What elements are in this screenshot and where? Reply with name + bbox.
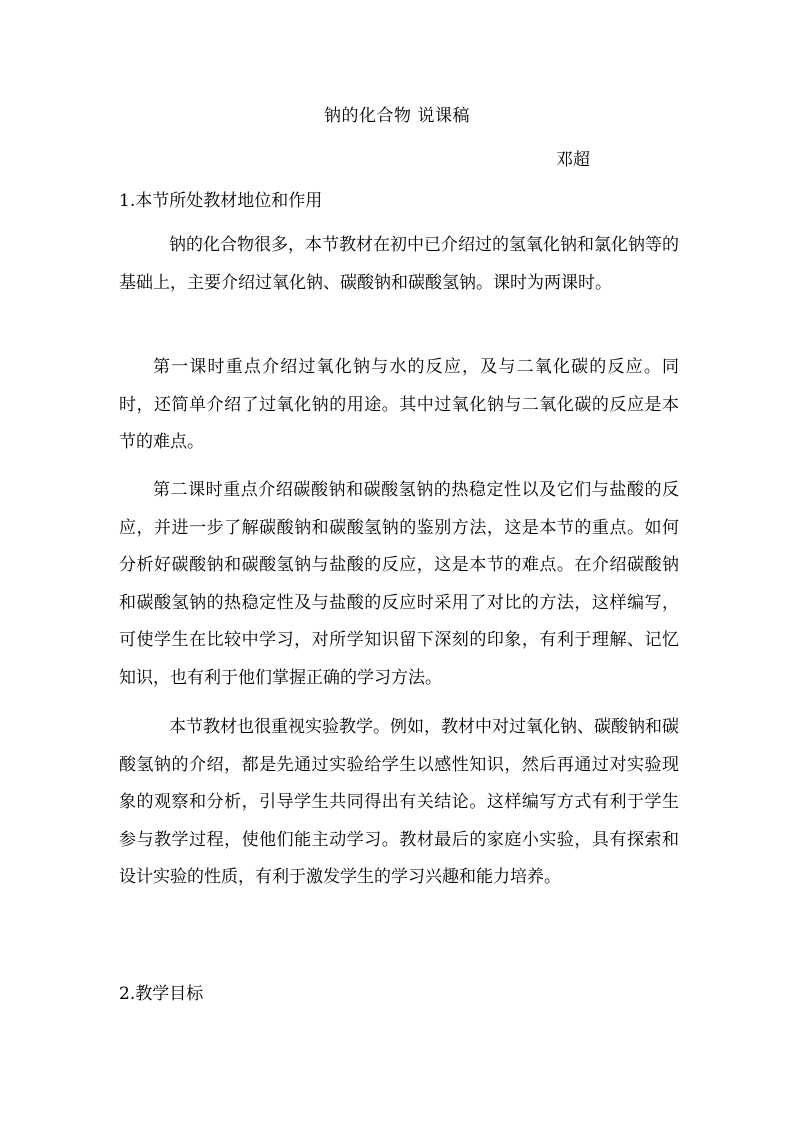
paragraph-2: 第一课时重点介绍过氧化钠与水的反应，及与二氧化碳的反应。同时，还简单介绍了过氧化钠的用途。其中过氧化钠与二氧化碳的反应是本节的难点。 bbox=[119, 357, 679, 452]
paragraph-1: 钠的化合物很多，本节教材在初中已介绍过的氢氧化钠和氯化钠等的基础上，主要介绍过氧化钠、碳酸钠和碳酸氢钠。课时为两课时。 bbox=[119, 235, 679, 293]
section-heading-2: 2.教学目标 bbox=[119, 984, 204, 1004]
document-author: 邓超 bbox=[556, 150, 590, 170]
paragraph-3: 第二课时重点介绍碳酸钠和碳酸氢钠的热稳定性以及它们与盐酸的反应，并进一步了解碳酸钠和碳酸氢钠的鉴别方法，这是本节的重点。如何分析好碳酸钠和碳酸氢钠与盐酸的反应，这是本节的难点。在介绍碳酸钠和碳酸氢钠的热稳定性及与盐酸的反应时采用了对比的方法，这样编写，可使学生在比较中学习，对所学知识留下深刻的印象，有利于理解、记忆知识，也有利于他们掌握正确的学习方法。 bbox=[119, 480, 679, 688]
document-title: 钠的化合物 说课稿 bbox=[324, 106, 470, 126]
paragraph-4: 本节教材也很重视实验教学。例如，教材中对过氧化钠、碳酸钠和碳酸氢钠的介绍，都是先通过实验给学生以感性知识，然后再通过对实验现象的观察和分析，引导学生共同得出有关结论。这样编写方式有利于学生参与教学过程，使他们能主动学习。教材最后的家庭小实验，具有探索和设计实验的性质，有利于激发学生的学习兴趣和能力培养。 bbox=[119, 717, 679, 887]
section-heading-1: 1.本节所处教材地位和作用 bbox=[119, 191, 323, 211]
